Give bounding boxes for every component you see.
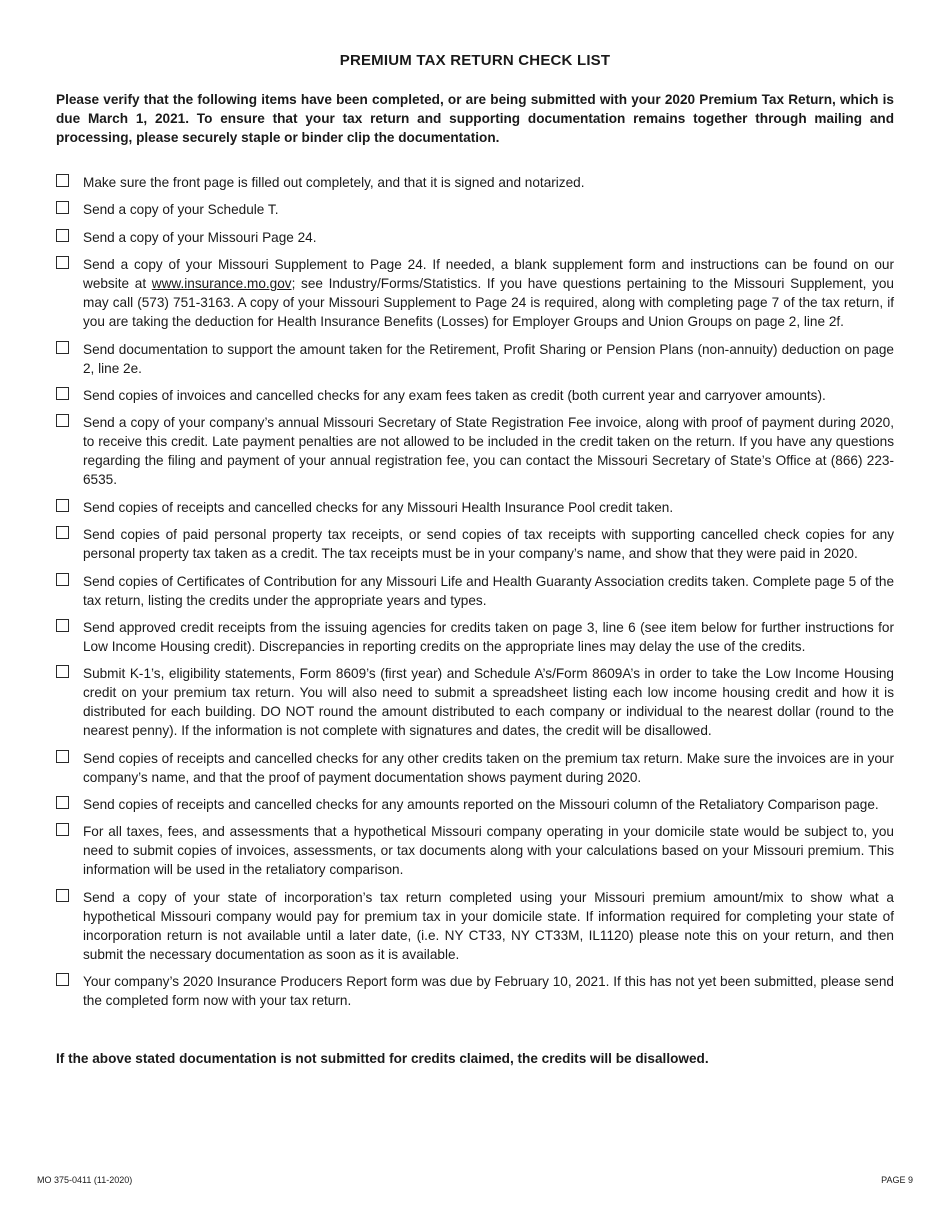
item-text-pre: Send a copy of your Missouri Supplement to Page 24. If needed, a blank supplement form and instructions can be found on our website at xyxy=(83,257,894,292)
checklist-item xyxy=(56,888,894,964)
checkbox[interactable] xyxy=(56,796,69,809)
checkbox[interactable] xyxy=(56,229,69,242)
checklist-item xyxy=(56,525,894,563)
checklist-item-text: Send copies of receipts and cancelled checks for any amounts reported on the Missouri column of the Retaliatory Comparison page. xyxy=(83,797,879,813)
checklist-item-text: For all taxes, fees, and assessments that a hypothetical Missouri company operating in your domicile state would be subject to, you need to submit copies of invoices, assessments, or tax documents along with your calculations based on your Missouri premium. This information will be used in the retaliatory comparison. xyxy=(83,824,894,878)
checklist-item xyxy=(56,572,894,610)
page-title: PREMIUM TAX RETURN CHECK LIST xyxy=(339,52,611,69)
checklist-item xyxy=(56,228,894,247)
checklist-item xyxy=(56,255,894,331)
checkbox[interactable] xyxy=(56,256,69,269)
checkbox[interactable] xyxy=(56,526,69,539)
checklist-item-text xyxy=(83,255,894,331)
checklist-item-text: Send approved credit receipts from the issuing agencies for credits taken on page 3, line 6 (see item below for further instructions for Low Income Housing credit). Discrepancies in reporting credits on the appropriate lines may delay the use of the credits. xyxy=(83,619,894,654)
checklist-item xyxy=(56,386,894,405)
checklist-item-text: Send copies of Certificates of Contribution for any Missouri Life and Health Guaranty Association credits taken. Complete page 5 of the tax return, listing the credits under the appropriate years and types. xyxy=(83,573,894,608)
item-text-post: ; see Industry/Forms/Statistics. If you have questions pertaining to the Missouri Supplement, you may call (573) 751-3163. A copy of your Missouri Supplement to Page 24 is required, along with completing page 7 of the tax return, if you are taking the deduction for Health Insurance Benefits (Losses) for Employer Groups and Union Groups on page 2, line 2f. xyxy=(83,276,894,330)
checklist-item xyxy=(56,664,894,740)
checklist-item-text: Send a copy of your Schedule T. xyxy=(83,202,279,218)
checklist-item-text: Send copies of receipts and cancelled checks for any other credits taken on the premium tax return. Make sure the invoices are in your company’s name, and that the proof of payment documentation shows payment during 2020. xyxy=(83,750,894,785)
checkbox[interactable] xyxy=(56,499,69,512)
checklist-item xyxy=(56,173,894,192)
checklist-item xyxy=(56,822,894,879)
checklist-item-text: Send copies of invoices and cancelled checks for any exam fees taken as credit (both current year and carryover amounts). xyxy=(83,387,826,403)
checklist-item-text: Send a copy of your Missouri Page 24. xyxy=(83,229,317,245)
checklist-item xyxy=(56,618,894,656)
checklist-item xyxy=(56,413,894,489)
checkbox[interactable] xyxy=(56,573,69,586)
checklist-item xyxy=(56,498,894,517)
checklist-item-text: Send a copy of your company’s annual Missouri Secretary of State Registration Fee invoice, along with proof of payment during 2020, to receive this credit. Late payment penalties are not allowed to be included in the credit taken on the return. If you have any questions regarding the filing and payment of your annual registration fee, you can contact the Missouri Secretary of State’s Office at (866) 223-6535. xyxy=(83,415,894,488)
checkbox[interactable] xyxy=(56,341,69,354)
checkbox[interactable] xyxy=(56,750,69,763)
checklist-item-text: Send copies of paid personal property tax receipts, or send copies of tax receipts with supporting cancelled check copies for any personal property tax taken as a credit. The tax receipts must be in your company’s name, and show that they were paid in 2020. xyxy=(83,527,894,562)
checklist-item xyxy=(56,340,894,378)
disallowance-warning: If the above stated documentation is not submitted for credits claimed, the credits will be disallowed. xyxy=(56,1051,709,1066)
form-id: MO 375-0411 (11-2020) xyxy=(37,1175,133,1185)
checklist xyxy=(56,173,894,1019)
checkbox[interactable] xyxy=(56,973,69,986)
checkbox[interactable] xyxy=(56,387,69,400)
checkbox[interactable] xyxy=(56,414,69,427)
checklist-item xyxy=(56,749,894,787)
website-link[interactable]: www.insurance.mo.gov xyxy=(151,276,292,292)
checkbox[interactable] xyxy=(56,665,69,678)
checkbox[interactable] xyxy=(56,889,69,902)
checkbox[interactable] xyxy=(56,619,69,632)
checkbox[interactable] xyxy=(56,174,69,187)
checklist-item-text: Send documentation to support the amount taken for the Retirement, Profit Sharing or Pension Plans (non-annuity) deduction on page 2, line 2e. xyxy=(83,341,894,376)
intro-paragraph: Please verify that the following items have been completed, or are being submitted with your 2020 Premium Tax Return, which is due March 1, 2021. To ensure that your tax return and supporting documentation remains together through mailing and processing, please securely staple or binder clip the documentation. xyxy=(56,92,894,145)
checklist-item xyxy=(56,972,894,1010)
checkbox[interactable] xyxy=(56,201,69,214)
checklist-item-text: Send a copy of your state of incorporation’s tax return completed using your Missouri premium amount/mix to show what a hypothetical Missouri company would pay for premium tax in your domicile state. If information required for completing your state of incorporation return is not available until a later date, (i.e. NY CT33, NY CT33M, IL1120) please note this on your return, and then submit the necessary documentation as soon as it is available. xyxy=(83,889,894,962)
checklist-item-text: Send copies of receipts and cancelled checks for any Missouri Health Insurance Pool credit taken. xyxy=(83,499,674,515)
checklist-item xyxy=(56,795,894,814)
page-number: PAGE 9 xyxy=(881,1175,913,1185)
checkbox[interactable] xyxy=(56,823,69,836)
checklist-item-text: Make sure the front page is filled out completely, and that it is signed and notarized. xyxy=(83,175,585,190)
checklist-item xyxy=(56,200,894,219)
checklist-item-text: Your company’s 2020 Insurance Producers Report form was due by February 10, 2021. If this has not yet been submitted, please send the completed form now with your tax return. xyxy=(83,974,894,1009)
checklist-item-text: Submit K-1’s, eligibility statements, Form 8609’s (first year) and Schedule A’s/Form 8609A’s in order to take the Low Income Housing credit on your premium tax return. You will also need to submit a spreadsheet listing each low income housing credit and how it is distributed for each building. DO NOT round the amount distributed to each company or individual to the nearest dollar (round to the nearest penny). If the information is not complete with signatures and dates, the credit will be disallowed. xyxy=(83,666,894,739)
